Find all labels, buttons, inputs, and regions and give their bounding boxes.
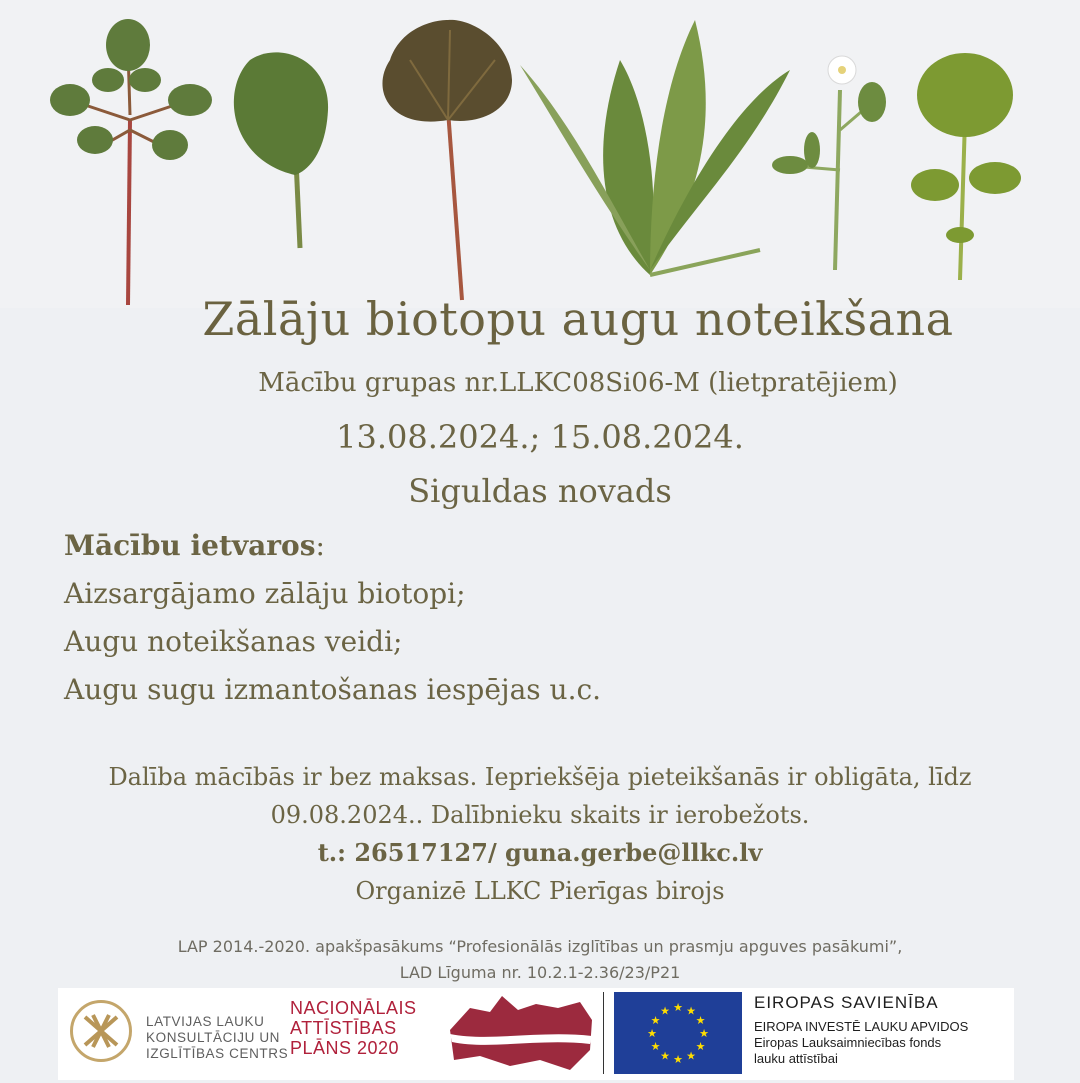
nap-logo-text: NACIONĀLAIS ATTĪSTĪBAS PLĀNS 2020 [290, 998, 417, 1058]
plant-specimen [772, 56, 886, 270]
eu-star-icon: ★ [695, 1041, 706, 1053]
eu-star-icon: ★ [695, 1015, 706, 1027]
plants-header-image [0, 0, 1080, 308]
eu-title: EIROPAS SAVIENĪBA [754, 993, 939, 1012]
funding-line: LAP 2014.-2020. apakšpasākums “Profesionālās izglītības un prasmju apguves pasākumi”, [177, 937, 903, 956]
eu-star-icon: ★ [650, 1015, 661, 1027]
plant-specimen [520, 20, 790, 275]
plant-specimen [50, 19, 212, 305]
partner-logos-bar [58, 988, 1014, 1080]
llkc-logo-text: LATVIJAS LAUKU KONSULTĀCIJU UN IZGLĪTĪBAS CENTRS [146, 1014, 289, 1061]
organizer-text: Organizē LLKC Pierīgas birojs [355, 877, 725, 905]
funding-note [0, 934, 1080, 986]
plant-specimen [382, 20, 512, 300]
eu-star-icon: ★ [650, 1041, 661, 1053]
logo-divider [603, 992, 604, 1074]
latvia-map-icon [440, 990, 600, 1083]
eu-subtitle: EIROPA INVESTĒ LAUKU APVIDOS [754, 1019, 969, 1034]
eu-star-icon: ★ [673, 1054, 683, 1066]
eu-fund-line: lauku attīstībai [754, 1051, 838, 1066]
funding-line: LAD Līguma nr. 10.2.1-2.36/23/P21 [399, 963, 681, 982]
eu-star-icon: ★ [647, 1028, 657, 1040]
eu-star-icon: ★ [660, 1050, 670, 1063]
plant-specimens-illustration [0, 0, 1080, 308]
participation-text-line: Dalība mācībās ir bez maksas. Iepriekšēja pieteikšanās ir obligāta, līdz [108, 763, 972, 791]
eu-fund-line: Eiropas Lauksaimniecības fonds [754, 1035, 942, 1050]
course-dates: 13.08.2024.; 15.08.2024. [336, 418, 744, 456]
eu-star-icon: ★ [686, 1050, 696, 1063]
topics-heading-colon: : [315, 529, 325, 562]
page-title: Zālāju biotopu augu noteikšana [202, 292, 954, 346]
eu-logo-text [754, 992, 968, 1067]
topics-section [64, 522, 964, 714]
topic-item: Augu noteikšanas veidi; [64, 625, 403, 658]
topic-item: Augu sugu izmantošanas iespējas u.c. [64, 673, 602, 706]
plant-specimen [234, 52, 328, 248]
llkc-logo [68, 996, 294, 1072]
participation-text-line: 09.08.2024.. Dalībnieku skaits ir ierobežots. [270, 801, 810, 829]
contact-info: t.: 26517127/ guna.gerbe@llkc.lv [317, 838, 763, 867]
nap-2020-logo [290, 994, 430, 1058]
eu-star-icon: ★ [699, 1028, 709, 1040]
topics-heading-line [64, 522, 964, 570]
topics-heading: Mācību ietvaros [64, 529, 316, 562]
group-number: Mācību grupas nr.LLKC08Si06-M (lietpratējiem) [258, 368, 898, 398]
eu-star-icon: ★ [686, 1005, 696, 1018]
eu-star-icon: ★ [660, 1005, 670, 1018]
course-location: Siguldas novads [408, 472, 672, 510]
topic-item: Aizsargājamo zālāju biotopi; [64, 577, 466, 610]
eu-flag-icon [614, 992, 742, 1074]
eu-star-icon: ★ [673, 1002, 683, 1014]
participation-info [0, 758, 1080, 910]
plant-specimen [911, 53, 1021, 280]
llkc-emblem-icon [70, 1000, 132, 1062]
